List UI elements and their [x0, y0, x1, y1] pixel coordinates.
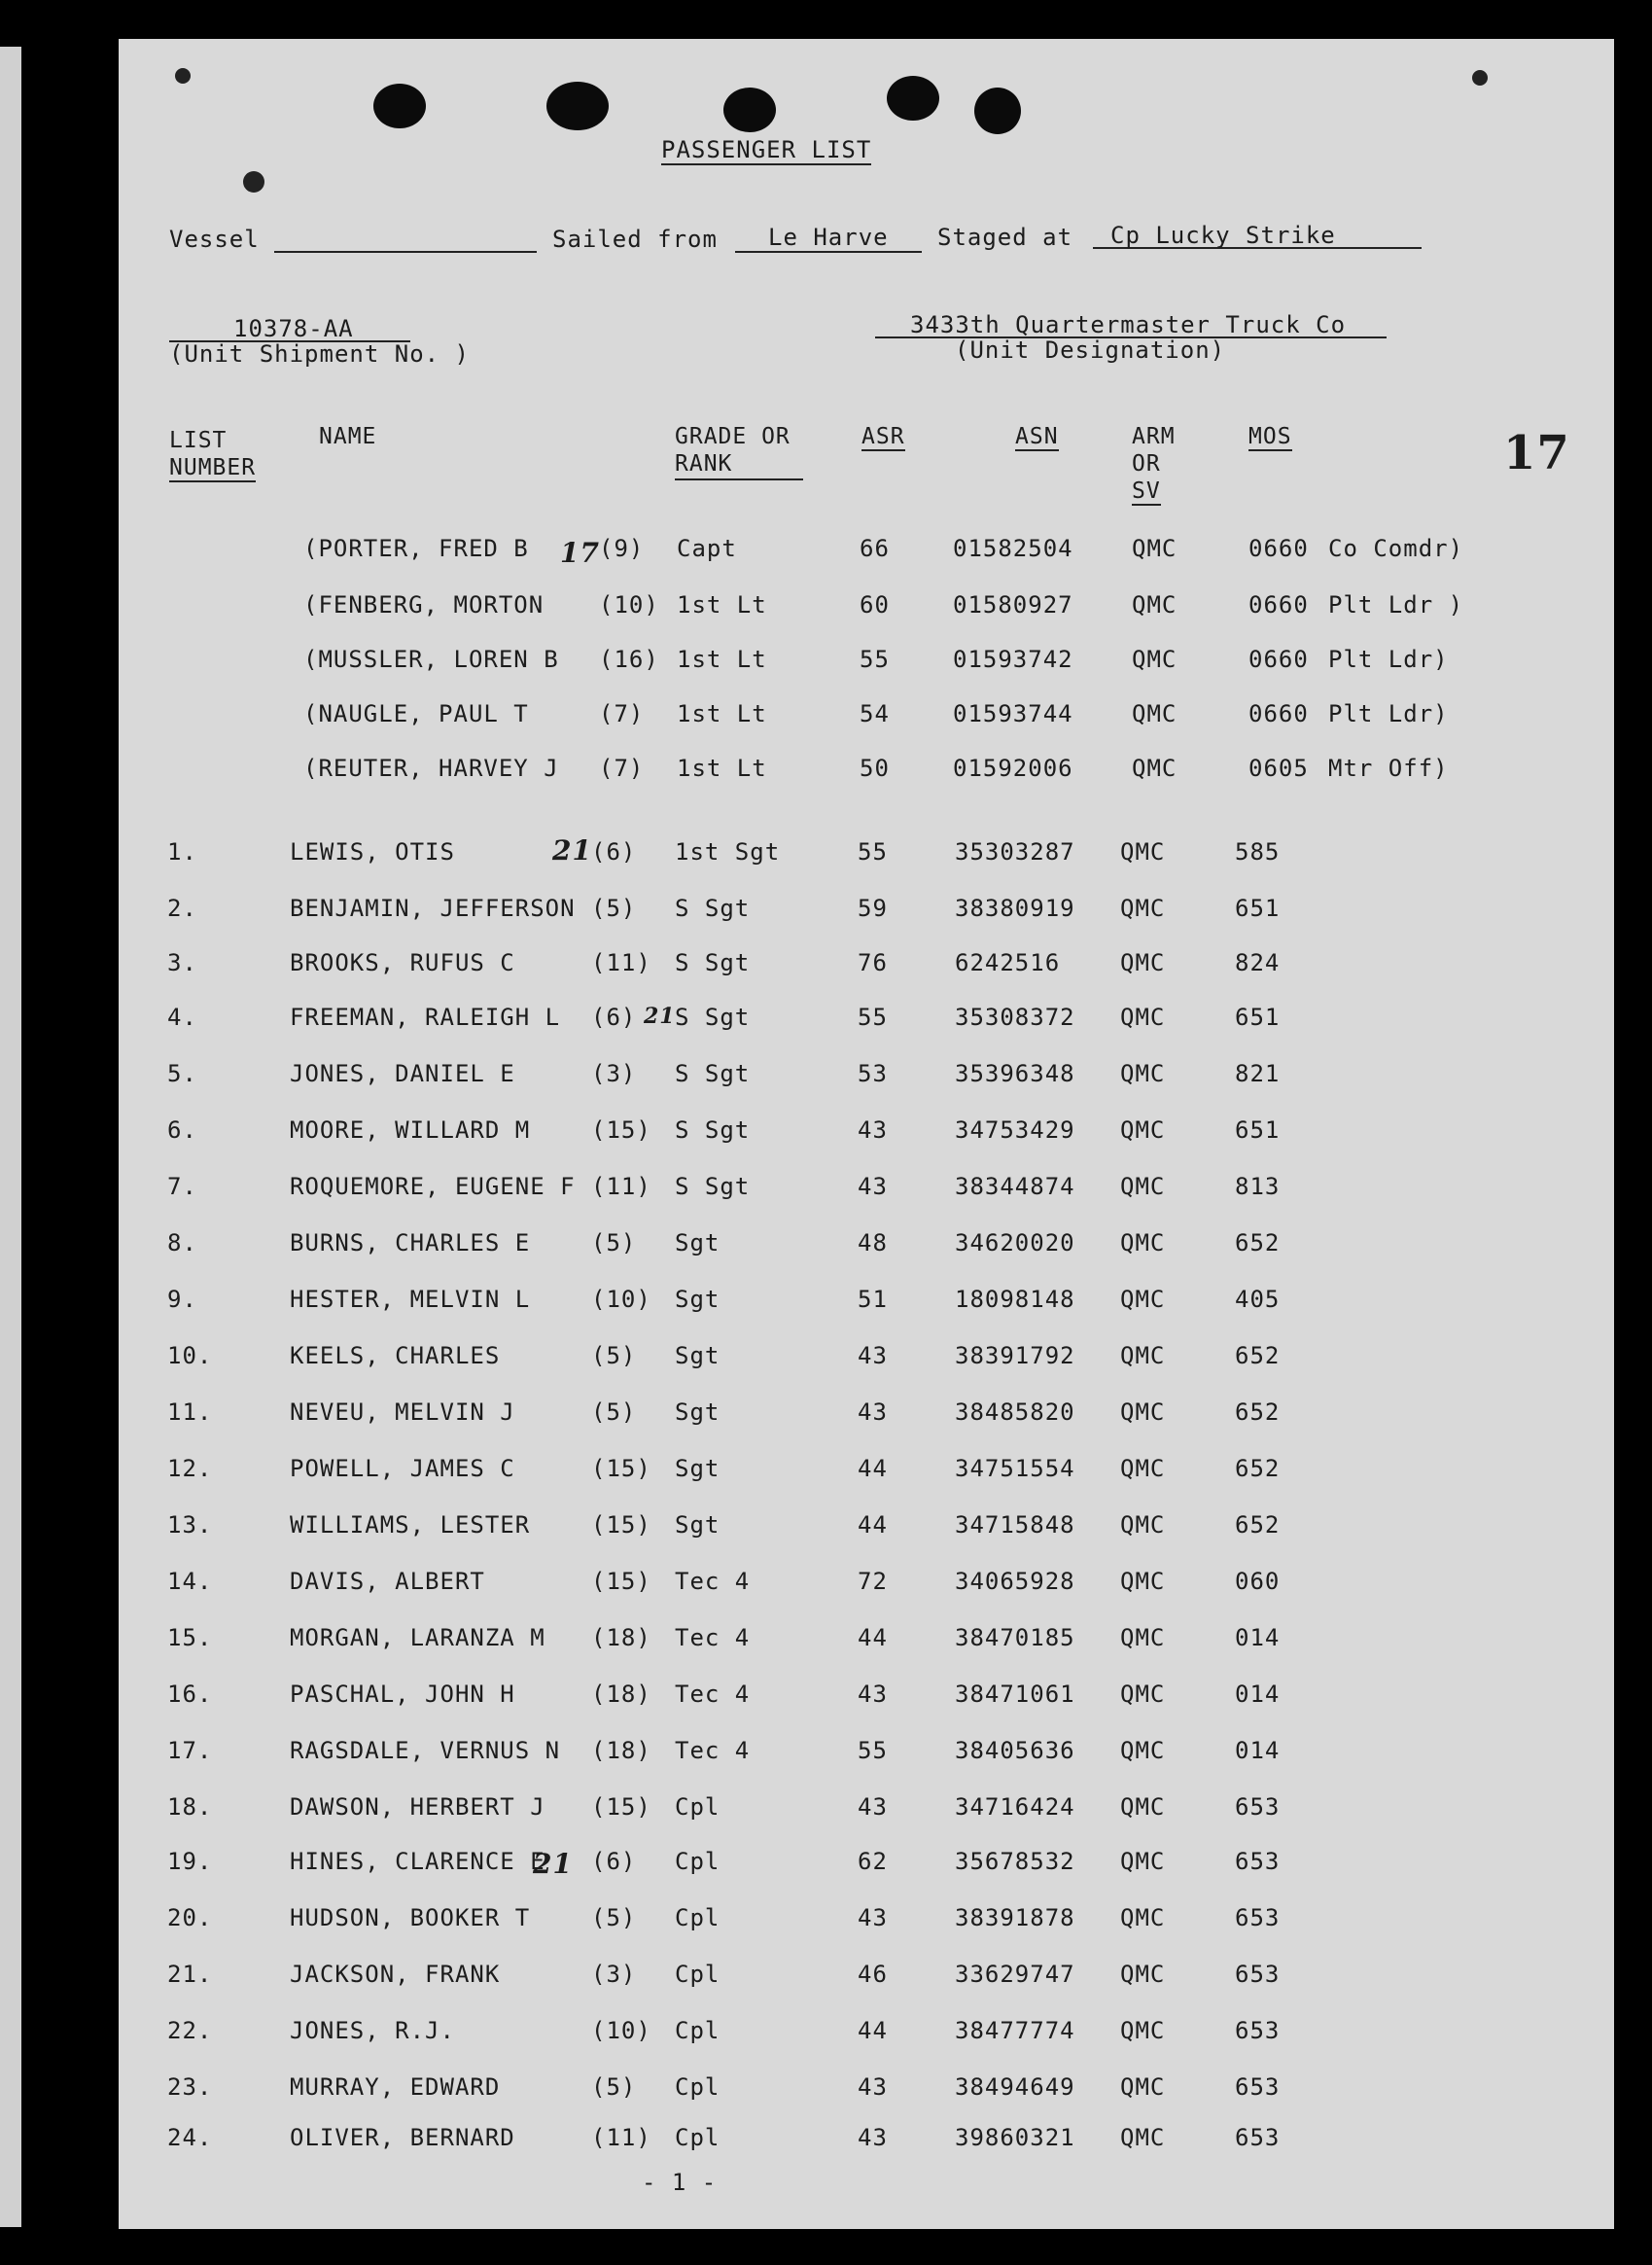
enlisted-asr: 44: [858, 2017, 888, 2044]
enlisted-mos: 014: [1235, 1624, 1281, 1651]
enlisted-name: BENJAMIN, JEFFERSON: [290, 895, 576, 922]
enlisted-name: HUDSON, BOOKER T: [290, 1904, 531, 1931]
punch-hole: [373, 84, 426, 128]
adjacent-page-edge: [0, 47, 21, 2227]
staged-at-label: Staged at: [937, 224, 1073, 251]
enlisted-asn: 38471061: [955, 1681, 1075, 1708]
unit-designation-label: (Unit Designation): [955, 336, 1226, 364]
handwritten-note: 17: [560, 537, 600, 569]
binding-mark: [175, 68, 191, 84]
col-mos: MOS: [1248, 424, 1292, 449]
enlisted-no: 13.: [167, 1511, 213, 1539]
enlisted-grade: S Sgt: [675, 1173, 751, 1200]
enlisted-no: 24.: [167, 2124, 213, 2151]
enlisted-asn: 35678532: [955, 1848, 1075, 1875]
enlisted-no: 1.: [167, 838, 197, 866]
enlisted-dep: (11): [591, 2124, 651, 2151]
enlisted-arm: QMC: [1120, 1398, 1166, 1426]
officer-mos: 0660: [1248, 700, 1309, 727]
enlisted-dep: (3): [591, 1961, 637, 1988]
officer-arm: QMC: [1132, 755, 1177, 782]
enlisted-dep: (18): [591, 1681, 651, 1708]
enlisted-asn: 34620020: [955, 1229, 1075, 1256]
enlisted-name: HINES, CLARENCE E: [290, 1848, 545, 1875]
officer-duty: Mtr Off): [1328, 755, 1449, 782]
enlisted-dep: (11): [591, 949, 651, 976]
enlisted-arm: QMC: [1120, 1904, 1166, 1931]
enlisted-asr: 62: [858, 1848, 888, 1875]
unit-shipment-label: (Unit Shipment No. ): [169, 340, 470, 368]
officer-arm: QMC: [1132, 700, 1177, 727]
enlisted-dep: (5): [591, 1904, 637, 1931]
enlisted-arm: QMC: [1120, 1848, 1166, 1875]
enlisted-arm: QMC: [1120, 895, 1166, 922]
officer-name: (MUSSLER, LOREN B: [303, 646, 559, 673]
enlisted-arm: QMC: [1120, 949, 1166, 976]
handwritten-note: 21: [552, 834, 592, 867]
col-list-number-l2: NUMBER: [169, 455, 257, 480]
enlisted-mos: 653: [1235, 1961, 1281, 1988]
binding-mark: [1472, 70, 1488, 86]
enlisted-name: HESTER, MELVIN L: [290, 1286, 531, 1313]
enlisted-no: 11.: [167, 1398, 213, 1426]
enlisted-asr: 46: [858, 1961, 888, 1988]
officer-arm: QMC: [1132, 591, 1177, 619]
enlisted-name: MOORE, WILLARD M: [290, 1116, 531, 1144]
enlisted-name: RAGSDALE, VERNUS N: [290, 1737, 561, 1764]
enlisted-arm: QMC: [1120, 1961, 1166, 1988]
enlisted-mos: 060: [1235, 1568, 1281, 1595]
handwritten-note: 21: [533, 1848, 573, 1880]
officer-name: (FENBERG, MORTON: [303, 591, 545, 619]
enlisted-asr: 76: [858, 949, 888, 976]
binding-mark: [243, 171, 264, 193]
enlisted-mos: 585: [1235, 838, 1281, 866]
col-grade-underline: [675, 478, 803, 480]
enlisted-name: OLIVER, BERNARD: [290, 2124, 515, 2151]
enlisted-grade: Cpl: [675, 1904, 721, 1931]
vessel-label: Vessel: [169, 226, 260, 253]
enlisted-mos: 652: [1235, 1455, 1281, 1482]
col-arm-l3: SV: [1132, 478, 1161, 504]
enlisted-no: 20.: [167, 1904, 213, 1931]
officer-grade: 1st Lt: [677, 700, 767, 727]
enlisted-no: 12.: [167, 1455, 213, 1482]
enlisted-dep: (6): [591, 1004, 637, 1031]
enlisted-asn: 34716424: [955, 1793, 1075, 1821]
officer-dep: (7): [599, 700, 645, 727]
enlisted-grade: Sgt: [675, 1286, 721, 1313]
enlisted-name: KEELS, CHARLES: [290, 1342, 501, 1369]
enlisted-grade: Tec 4: [675, 1624, 751, 1651]
enlisted-no: 7.: [167, 1173, 197, 1200]
enlisted-arm: QMC: [1120, 1681, 1166, 1708]
enlisted-no: 22.: [167, 2017, 213, 2044]
officer-grade: Capt: [677, 535, 737, 562]
enlisted-asn: 35396348: [955, 1060, 1075, 1087]
enlisted-mos: 405: [1235, 1286, 1281, 1313]
enlisted-name: WILLIAMS, LESTER: [290, 1511, 531, 1539]
enlisted-grade: Cpl: [675, 1848, 721, 1875]
enlisted-arm: QMC: [1120, 1342, 1166, 1369]
enlisted-name: DAWSON, HERBERT J: [290, 1793, 545, 1821]
enlisted-dep: (6): [591, 838, 637, 866]
officer-grade: 1st Lt: [677, 646, 767, 673]
enlisted-asn: 34753429: [955, 1116, 1075, 1144]
sailed-from-line: [735, 251, 922, 253]
officer-asn: 01582504: [953, 535, 1073, 562]
enlisted-arm: QMC: [1120, 2124, 1166, 2151]
enlisted-asr: 55: [858, 838, 888, 866]
enlisted-asn: 38470185: [955, 1624, 1075, 1651]
enlisted-asn: 38380919: [955, 895, 1075, 922]
enlisted-grade: S Sgt: [675, 1060, 751, 1087]
enlisted-no: 9.: [167, 1286, 197, 1313]
officer-name: (NAUGLE, PAUL T: [303, 700, 529, 727]
enlisted-name: ROQUEMORE, EUGENE F: [290, 1173, 576, 1200]
officer-asr: 66: [860, 535, 890, 562]
enlisted-arm: QMC: [1120, 1455, 1166, 1482]
enlisted-asn: 38405636: [955, 1737, 1075, 1764]
page-number-marker: 17: [1503, 426, 1570, 480]
enlisted-mos: 824: [1235, 949, 1281, 976]
officer-duty: Plt Ldr ): [1328, 591, 1464, 619]
sailed-from-value: Le Harve: [768, 224, 889, 251]
enlisted-asr: 43: [858, 1681, 888, 1708]
enlisted-arm: QMC: [1120, 1173, 1166, 1200]
enlisted-mos: 652: [1235, 1398, 1281, 1426]
officer-dep: (7): [599, 755, 645, 782]
enlisted-name: PASCHAL, JOHN H: [290, 1681, 515, 1708]
officer-mos: 0660: [1248, 535, 1309, 562]
enlisted-mos: 653: [1235, 2073, 1281, 2101]
enlisted-asr: 44: [858, 1511, 888, 1539]
enlisted-mos: 653: [1235, 1793, 1281, 1821]
enlisted-asr: 44: [858, 1624, 888, 1651]
officer-asr: 50: [860, 755, 890, 782]
enlisted-grade: Sgt: [675, 1511, 721, 1539]
enlisted-no: 4.: [167, 1004, 197, 1031]
enlisted-no: 8.: [167, 1229, 197, 1256]
enlisted-grade: Tec 4: [675, 1737, 751, 1764]
enlisted-dep: (15): [591, 1568, 651, 1595]
officer-asn: 01593742: [953, 646, 1073, 673]
officer-name: (REUTER, HARVEY J: [303, 755, 559, 782]
enlisted-no: 10.: [167, 1342, 213, 1369]
enlisted-asn: 33629747: [955, 1961, 1075, 1988]
officer-arm: QMC: [1132, 535, 1177, 562]
enlisted-arm: QMC: [1120, 1229, 1166, 1256]
enlisted-mos: 652: [1235, 1229, 1281, 1256]
enlisted-grade: Cpl: [675, 1961, 721, 1988]
enlisted-asn: 35303287: [955, 838, 1075, 866]
enlisted-grade: S Sgt: [675, 949, 751, 976]
enlisted-name: POWELL, JAMES C: [290, 1455, 515, 1482]
enlisted-name: LEWIS, OTIS: [290, 838, 455, 866]
enlisted-name: MORGAN, LARANZA M: [290, 1624, 545, 1651]
enlisted-no: 16.: [167, 1681, 213, 1708]
enlisted-no: 14.: [167, 1568, 213, 1595]
enlisted-dep: (5): [591, 1229, 637, 1256]
enlisted-name: JONES, R.J.: [290, 2017, 455, 2044]
officer-dep: (16): [599, 646, 659, 673]
enlisted-dep: (15): [591, 1511, 651, 1539]
enlisted-dep: (5): [591, 1342, 637, 1369]
unit-designation-value: 3433th Quartermaster Truck Co: [910, 311, 1347, 338]
enlisted-dep: (15): [591, 1116, 651, 1144]
officer-duty: Plt Ldr): [1328, 646, 1449, 673]
staged-at-value: Cp Lucky Strike: [1110, 222, 1336, 249]
enlisted-asr: 72: [858, 1568, 888, 1595]
enlisted-no: 2.: [167, 895, 197, 922]
enlisted-grade: S Sgt: [675, 895, 751, 922]
enlisted-asr: 48: [858, 1229, 888, 1256]
enlisted-grade: Sgt: [675, 1342, 721, 1369]
enlisted-dep: (5): [591, 1398, 637, 1426]
enlisted-arm: QMC: [1120, 838, 1166, 866]
officer-asn: 01580927: [953, 591, 1073, 619]
enlisted-asn: 38477774: [955, 2017, 1075, 2044]
officer-grade: 1st Lt: [677, 755, 767, 782]
enlisted-name: FREEMAN, RALEIGH L: [290, 1004, 561, 1031]
enlisted-grade: Cpl: [675, 1793, 721, 1821]
sailed-from-label: Sailed from: [552, 226, 718, 253]
enlisted-asr: 43: [858, 2124, 888, 2151]
enlisted-asr: 43: [858, 1116, 888, 1144]
col-arm-l1: ARM: [1132, 424, 1176, 449]
col-arm-l2: OR: [1132, 451, 1161, 477]
enlisted-asr: 43: [858, 1904, 888, 1931]
enlisted-no: 15.: [167, 1624, 213, 1651]
officer-mos: 0605: [1248, 755, 1309, 782]
enlisted-asr: 43: [858, 1342, 888, 1369]
col-grade-l2: RANK: [675, 451, 733, 477]
enlisted-dep: (11): [591, 1173, 651, 1200]
enlisted-dep: (5): [591, 2073, 637, 2101]
enlisted-no: 5.: [167, 1060, 197, 1087]
passenger-list-page: [119, 39, 1614, 2229]
enlisted-no: 3.: [167, 949, 197, 976]
enlisted-dep: (3): [591, 1060, 637, 1087]
enlisted-mos: 652: [1235, 1342, 1281, 1369]
enlisted-mos: 813: [1235, 1173, 1281, 1200]
enlisted-arm: QMC: [1120, 1116, 1166, 1144]
enlisted-asr: 53: [858, 1060, 888, 1087]
enlisted-mos: 014: [1235, 1681, 1281, 1708]
enlisted-asn: 6242516: [955, 949, 1061, 976]
punch-hole: [974, 88, 1021, 134]
enlisted-no: 6.: [167, 1116, 197, 1144]
enlisted-asn: 38485820: [955, 1398, 1075, 1426]
enlisted-no: 19.: [167, 1848, 213, 1875]
enlisted-name: NEVEU, MELVIN J: [290, 1398, 515, 1426]
enlisted-asn: 38344874: [955, 1173, 1075, 1200]
enlisted-asr: 44: [858, 1455, 888, 1482]
enlisted-asr: 51: [858, 1286, 888, 1313]
enlisted-mos: 651: [1235, 1116, 1281, 1144]
enlisted-arm: QMC: [1120, 1060, 1166, 1087]
enlisted-arm: QMC: [1120, 1624, 1166, 1651]
officer-dep: (10): [599, 591, 659, 619]
enlisted-arm: QMC: [1120, 1568, 1166, 1595]
enlisted-asr: 43: [858, 1793, 888, 1821]
enlisted-grade: S Sgt: [675, 1004, 751, 1031]
enlisted-arm: QMC: [1120, 1511, 1166, 1539]
enlisted-mos: 652: [1235, 1511, 1281, 1539]
enlisted-name: DAVIS, ALBERT: [290, 1568, 485, 1595]
enlisted-mos: 653: [1235, 2124, 1281, 2151]
vessel-field-line: [274, 251, 537, 253]
officer-arm: QMC: [1132, 646, 1177, 673]
unit-shipment-number: 10378-AA: [233, 315, 354, 342]
enlisted-asn: 34065928: [955, 1568, 1075, 1595]
punch-hole: [546, 82, 609, 130]
enlisted-asn: 38391792: [955, 1342, 1075, 1369]
officer-asr: 54: [860, 700, 890, 727]
officer-duty: Co Comdr): [1328, 535, 1464, 562]
enlisted-dep: (5): [591, 895, 637, 922]
enlisted-asr: 55: [858, 1004, 888, 1031]
officer-mos: 0660: [1248, 591, 1309, 619]
officer-asn: 01592006: [953, 755, 1073, 782]
officer-dep: (9): [599, 535, 645, 562]
col-name: NAME: [319, 424, 377, 449]
enlisted-grade: Tec 4: [675, 1568, 751, 1595]
enlisted-dep: (10): [591, 2017, 651, 2044]
enlisted-arm: QMC: [1120, 1286, 1166, 1313]
enlisted-asn: 38494649: [955, 2073, 1075, 2101]
enlisted-mos: 651: [1235, 1004, 1281, 1031]
enlisted-name: JACKSON, FRANK: [290, 1961, 501, 1988]
enlisted-asn: 34751554: [955, 1455, 1075, 1482]
enlisted-arm: QMC: [1120, 1004, 1166, 1031]
enlisted-asr: 59: [858, 895, 888, 922]
enlisted-name: BROOKS, RUFUS C: [290, 949, 515, 976]
enlisted-asn: 35308372: [955, 1004, 1075, 1031]
enlisted-name: MURRAY, EDWARD: [290, 2073, 501, 2101]
enlisted-mos: 653: [1235, 1848, 1281, 1875]
officer-grade: 1st Lt: [677, 591, 767, 619]
enlisted-asr: 55: [858, 1737, 888, 1764]
enlisted-grade: Sgt: [675, 1398, 721, 1426]
enlisted-dep: (15): [591, 1455, 651, 1482]
enlisted-asn: 18098148: [955, 1286, 1075, 1313]
punch-hole: [887, 76, 939, 121]
enlisted-mos: 653: [1235, 1904, 1281, 1931]
enlisted-grade: Cpl: [675, 2124, 721, 2151]
col-grade-l1: GRADE OR: [675, 424, 791, 449]
enlisted-grade: S Sgt: [675, 1116, 751, 1144]
col-list-number-l1: LIST: [169, 428, 228, 453]
punch-hole: [723, 88, 776, 132]
officer-duty: Plt Ldr): [1328, 700, 1449, 727]
enlisted-grade: Sgt: [675, 1229, 721, 1256]
enlisted-arm: QMC: [1120, 1737, 1166, 1764]
enlisted-arm: QMC: [1120, 1793, 1166, 1821]
enlisted-asr: 43: [858, 1173, 888, 1200]
officer-asn: 01593744: [953, 700, 1073, 727]
enlisted-no: 18.: [167, 1793, 213, 1821]
enlisted-dep: (18): [591, 1737, 651, 1764]
col-asn: ASN: [1015, 424, 1059, 449]
handwritten-note: 21: [644, 1004, 676, 1029]
enlisted-grade: Cpl: [675, 2017, 721, 2044]
enlisted-grade: Sgt: [675, 1455, 721, 1482]
enlisted-asr: 43: [858, 1398, 888, 1426]
officer-asr: 55: [860, 646, 890, 673]
enlisted-arm: QMC: [1120, 2017, 1166, 2044]
officer-asr: 60: [860, 591, 890, 619]
enlisted-no: 21.: [167, 1961, 213, 1988]
col-asr: ASR: [861, 424, 905, 449]
enlisted-asn: 38391878: [955, 1904, 1075, 1931]
officer-name: (PORTER, FRED B: [303, 535, 529, 562]
page-title: PASSENGER LIST: [661, 136, 872, 163]
enlisted-mos: 651: [1235, 895, 1281, 922]
page-footer: - 1 -: [642, 2169, 718, 2196]
enlisted-asr: 43: [858, 2073, 888, 2101]
enlisted-mos: 014: [1235, 1737, 1281, 1764]
enlisted-mos: 653: [1235, 2017, 1281, 2044]
enlisted-no: 17.: [167, 1737, 213, 1764]
enlisted-name: BURNS, CHARLES E: [290, 1229, 531, 1256]
enlisted-asn: 34715848: [955, 1511, 1075, 1539]
enlisted-no: 23.: [167, 2073, 213, 2101]
enlisted-arm: QMC: [1120, 2073, 1166, 2101]
enlisted-grade: Tec 4: [675, 1681, 751, 1708]
enlisted-dep: (15): [591, 1793, 651, 1821]
enlisted-dep: (10): [591, 1286, 651, 1313]
enlisted-mos: 821: [1235, 1060, 1281, 1087]
enlisted-asn: 39860321: [955, 2124, 1075, 2151]
enlisted-grade: 1st Sgt: [675, 838, 781, 866]
enlisted-dep: (18): [591, 1624, 651, 1651]
enlisted-dep: (6): [591, 1848, 637, 1875]
enlisted-name: JONES, DANIEL E: [290, 1060, 515, 1087]
enlisted-grade: Cpl: [675, 2073, 721, 2101]
officer-mos: 0660: [1248, 646, 1309, 673]
